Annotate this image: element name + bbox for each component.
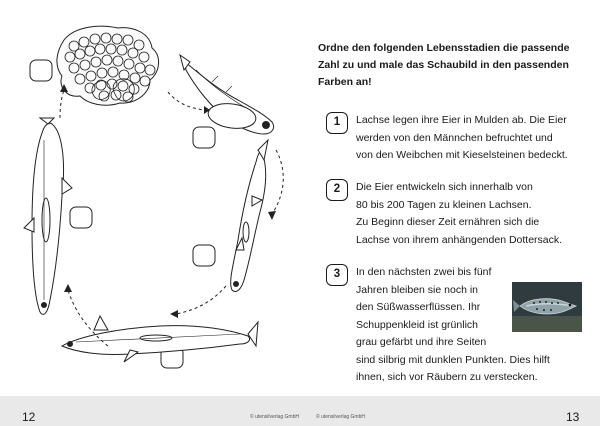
step-number-box: 1 <box>326 112 348 134</box>
step-text-line: Lachse legen ihre Eier in Mulden ab. Die Eier <box>356 114 567 126</box>
copyright-right: © utensilverlag GmbH <box>316 414 365 420</box>
salmon-life-cycle-diagram <box>0 0 300 395</box>
step-text-line: ihnen, sich vor Räubern zu verstecken. <box>356 371 538 383</box>
step-text-line: sind silbrig mit dunklen Punkten. Dies hilft <box>356 353 550 366</box>
step-number-box: 2 <box>326 179 348 201</box>
answer-box-parr[interactable] <box>70 207 92 228</box>
salmon-photo <box>512 282 582 332</box>
page-footer <box>0 396 600 426</box>
step-number-box: 3 <box>326 264 348 286</box>
step-text-line: grau gefärbt und ihre Seiten <box>356 336 487 348</box>
alevin-illustration <box>180 55 274 134</box>
step-text-line: Die Eier entwickeln sich innerhalb von <box>356 181 533 193</box>
step-text-line: Zu Beginn dieser Zeit ernähren sich die <box>356 216 540 228</box>
step-description <box>356 112 568 165</box>
egg-cluster <box>57 26 159 105</box>
copyright-left: © utensilverlag GmbH <box>250 414 299 420</box>
page-number-right: 13 <box>566 410 580 424</box>
step-text-line: Lachse von ihrem anhängenden Dottersack. <box>356 233 563 246</box>
step-text-line: von den Weibchen mit Kieselsteinen bedeckt. <box>356 149 568 161</box>
step-text-line: Schuppenkleid ist grünlich <box>356 318 478 331</box>
step-text-line: 80 bis 200 Tagen zu kleinen Lachsen. <box>356 198 532 211</box>
step-2 <box>326 179 588 255</box>
task-instruction: Ordne den folgenden Lebensstadien die passende Zahl zu und male das Schaubild in den passenden Farben an! <box>318 42 570 88</box>
step-description <box>356 179 562 249</box>
fry-illustration <box>231 140 268 292</box>
smolt-illustration <box>62 316 258 362</box>
answer-box-fry[interactable] <box>193 245 215 266</box>
step-text-line: In den nächsten zwei bis fünf <box>356 266 492 278</box>
step-text-line: Jahren bleiben sie noch in <box>356 283 479 296</box>
answer-box-eggs[interactable] <box>30 60 52 81</box>
parr-illustration <box>24 118 72 314</box>
step-1 <box>326 112 588 172</box>
step-text-line: den Süßwasserflüssen. Ihr <box>356 301 481 313</box>
page-number-left: 12 <box>22 410 36 424</box>
step-text-line: werden von den Männchen befruchtet und <box>356 131 553 144</box>
answer-box-alevin[interactable] <box>193 127 215 148</box>
